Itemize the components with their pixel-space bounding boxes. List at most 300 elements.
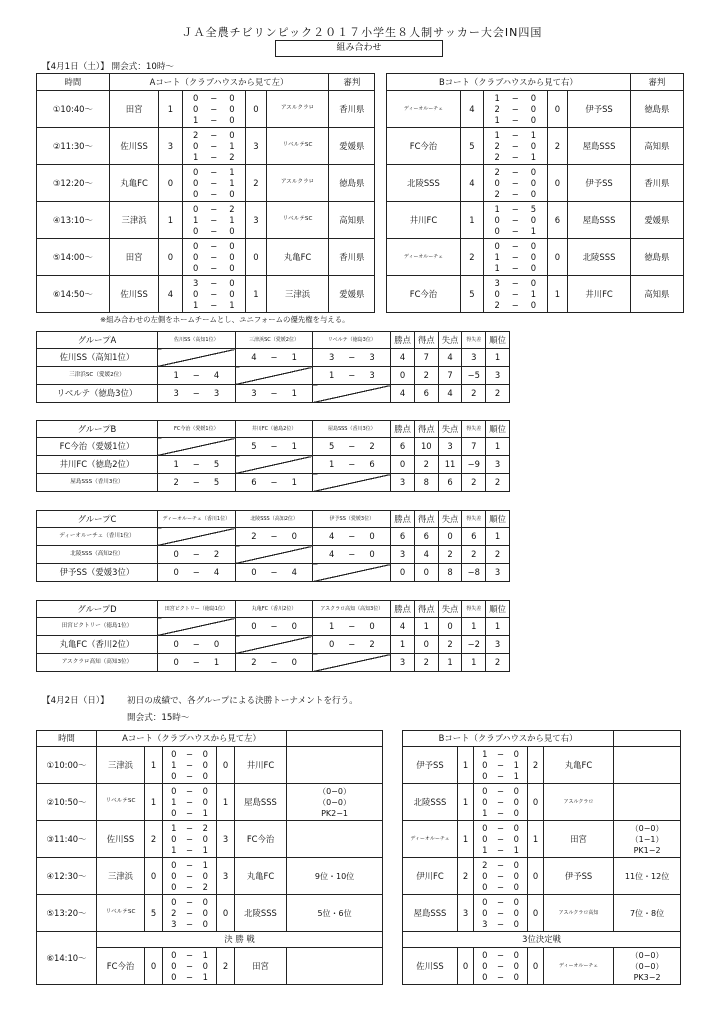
day2-opening: 開会式：15時～: [127, 713, 190, 723]
half-home-score: 0: [171, 748, 177, 759]
half-away-score: 0: [229, 92, 235, 103]
dash-separator: −: [185, 949, 194, 960]
third-place-label: 3位決定戦: [403, 932, 681, 948]
stat-value: 1: [391, 636, 415, 654]
dash-separator: −: [496, 785, 505, 796]
stat-value: 2: [438, 546, 462, 564]
away-team: ディーオルーチェ: [544, 948, 614, 985]
result-note: 5位・6位: [287, 895, 383, 932]
half-away-score: 5: [530, 203, 537, 214]
result-line: [313, 640, 390, 648]
half-away-score: 0: [513, 907, 519, 918]
dash-separator: −: [511, 151, 519, 162]
half-away-score: 0: [513, 918, 519, 929]
day2-header: 【4月2日（日）】: [42, 696, 109, 706]
half-home-score: 0: [192, 140, 199, 151]
result-line: [236, 622, 313, 630]
match-result: [313, 349, 391, 367]
stat-value: 4: [438, 349, 462, 367]
opponent-column-header: 屋島SSS（香川3位）: [313, 421, 391, 438]
home-team: 伊予SS: [403, 747, 458, 784]
half-score-grid: [484, 241, 547, 274]
dash-separator: −: [210, 251, 218, 262]
stat-value: 0: [438, 528, 462, 546]
half-scores: [182, 202, 246, 239]
dash-separator: −: [511, 277, 519, 288]
match-time: ②10:50～: [37, 784, 97, 821]
group-header-row: [37, 421, 510, 438]
stat-value: 1: [486, 438, 510, 456]
half-score-grid: [163, 749, 216, 782]
stat-value: 3: [462, 349, 486, 367]
goals-for: 3: [251, 388, 257, 399]
dash-separator: −: [192, 639, 200, 650]
match-row: [403, 895, 681, 932]
away-total-score: 0: [528, 948, 544, 985]
half-away-score: 1: [202, 971, 208, 982]
half-away-score: 0: [530, 177, 537, 188]
header-row: [37, 74, 684, 91]
half-away-score: 1: [513, 844, 519, 855]
dash-separator: −: [496, 881, 505, 892]
away-team: 丸亀FC: [544, 747, 614, 784]
half-scores: [484, 239, 548, 276]
stat-header: 順位: [486, 332, 510, 349]
half-away-score: 0: [513, 881, 519, 892]
home-total-score: 0: [458, 948, 474, 985]
half-score-grid: [183, 241, 246, 274]
result-line: [236, 478, 313, 486]
home-total-score: 0: [145, 948, 163, 985]
page-subtitle: 組み合わせ: [275, 40, 443, 57]
half-home-score: 0: [192, 225, 199, 236]
away-total-score: 0: [246, 91, 267, 128]
dash-separator: −: [210, 177, 218, 188]
half-away-score: 0: [513, 971, 519, 982]
group-team-row: [37, 456, 510, 474]
dash-separator: −: [210, 92, 218, 103]
half-scores: [484, 91, 548, 128]
self-match-diagonal: [157, 618, 235, 636]
goals-against: 0: [213, 639, 220, 650]
home-total-score: 1: [458, 784, 474, 821]
team-name: 佐川SS（高知1位）: [37, 349, 158, 367]
opponent-column-header: アスクラロ高知（高知3位）: [313, 601, 391, 618]
half-home-score: 3: [494, 277, 500, 288]
goals-against: 0: [291, 531, 297, 542]
away-total-score: 0: [528, 784, 544, 821]
half-away-score: 0: [202, 870, 208, 881]
result-line: [158, 478, 235, 486]
half-score-grid: [484, 278, 547, 311]
match-row: [37, 858, 383, 895]
away-team: 屋島SSS: [568, 202, 630, 239]
self-match-diagonal: [235, 546, 313, 564]
uniform-note: ※組み合わせの左側をホームチームとし、ユニフォームの優先権を与える。: [100, 315, 350, 324]
half-home-score: 0: [171, 870, 177, 881]
group-header-row: [37, 601, 510, 618]
half-home-score: 0: [192, 262, 199, 273]
goals-against: 3: [369, 352, 375, 363]
stat-value: 0: [391, 367, 415, 385]
home-team: 北陵SSS: [403, 784, 458, 821]
stat-value: 2: [414, 456, 438, 474]
result-line: [158, 568, 235, 576]
referee: 愛媛県: [329, 128, 375, 165]
half-scores: [474, 858, 528, 895]
dash-separator: −: [185, 918, 194, 929]
dash-separator: −: [511, 92, 519, 103]
court-b-header: Bコート（クラブハウスから見て右）: [403, 731, 614, 747]
match-time: ⑥14:50～: [37, 276, 110, 313]
stat-value: 1: [486, 618, 510, 636]
half-home-score: 0: [482, 949, 488, 960]
referee: 香川県: [329, 91, 375, 128]
goals-against: 0: [369, 549, 375, 560]
half-away-score: 0: [229, 114, 235, 125]
self-match-diagonal: [235, 636, 313, 654]
self-match-diagonal: [313, 564, 391, 582]
result-line: [158, 550, 235, 558]
dash-separator: −: [511, 177, 519, 188]
court-a-header: Aコート（クラブハウスから見て左）: [97, 731, 287, 747]
result-note: [614, 784, 681, 821]
goals-against: 0: [369, 621, 375, 632]
half-home-score: 0: [192, 203, 199, 214]
opponent-column-header: リベルテ（徳島3位）: [313, 332, 391, 349]
stat-value: 10: [414, 438, 438, 456]
group-name: グループC: [37, 511, 158, 528]
half-away-score: 0: [202, 759, 208, 770]
group-name: グループD: [37, 601, 158, 618]
dash-separator: −: [496, 896, 505, 907]
result-line: [158, 658, 235, 666]
home-total-score: 0: [159, 239, 182, 276]
half-away-score: 0: [202, 748, 208, 759]
home-team: 三津浜: [97, 747, 145, 784]
half-home-score: 0: [192, 251, 199, 262]
dash-separator: −: [185, 796, 194, 807]
team-name: 屋島SSS（香川3位）: [37, 474, 158, 492]
goals-for: 1: [173, 370, 179, 381]
stat-value: 4: [438, 385, 462, 403]
away-team: アスルクラロ: [544, 784, 614, 821]
result-line: [236, 658, 313, 666]
dash-separator: −: [496, 859, 505, 870]
team-name: アスクラロ高知（高知3位）: [37, 654, 158, 672]
home-total-score: 4: [460, 91, 483, 128]
match-time: ①10:00～: [37, 747, 97, 784]
half-away-score: 1: [229, 140, 235, 151]
dash-separator: −: [511, 166, 519, 177]
goals-against: 0: [369, 531, 375, 542]
opponent-column-header: ディーオルーチェ（香川1位）: [157, 511, 235, 528]
dash-separator: −: [496, 844, 505, 855]
half-home-score: 0: [482, 907, 488, 918]
half-away-score: 0: [513, 833, 519, 844]
half-home-score: 2: [494, 188, 500, 199]
away-total-score: 1: [547, 276, 568, 313]
team-name: ディーオルーチェ（香川1位）: [37, 528, 158, 546]
half-home-score: 0: [482, 796, 488, 807]
half-score-grid: [183, 93, 246, 126]
goals-against: 2: [213, 549, 220, 560]
stat-value: 7: [462, 438, 486, 456]
half-away-score: 1: [202, 807, 208, 818]
group-name: グループB: [37, 421, 158, 438]
stat-header: 得点: [414, 601, 438, 618]
group-team-row: [37, 546, 510, 564]
half-home-score: 0: [171, 833, 177, 844]
referee: 徳島県: [630, 239, 683, 276]
dash-separator: −: [511, 129, 519, 140]
half-scores: [163, 821, 217, 858]
home-total-score: 2: [458, 858, 474, 895]
half-home-score: 2: [192, 129, 199, 140]
home-team: リベルテSC: [97, 784, 145, 821]
dash-separator: −: [496, 960, 505, 971]
half-home-score: 0: [494, 288, 500, 299]
dash-separator: −: [185, 770, 194, 781]
stat-header: 順位: [486, 421, 510, 438]
dash-separator: −: [511, 214, 519, 225]
dash-separator: −: [270, 352, 278, 363]
away-total-score: 1: [528, 821, 544, 858]
away-team: 丸亀FC: [266, 239, 328, 276]
stat-value: −8: [462, 564, 486, 582]
stat-value: 6: [462, 528, 486, 546]
dash-separator: −: [511, 299, 519, 310]
opponent-column-header: 北陵SSS（高知2位）: [235, 511, 313, 528]
away-total-score: 2: [547, 128, 568, 165]
home-total-score: 3: [159, 128, 182, 165]
half-away-score: 0: [229, 225, 235, 236]
away-team: リベルテSC: [266, 202, 328, 239]
half-home-score: 1: [494, 129, 500, 140]
goals-against: 1: [291, 441, 297, 452]
half-home-score: 0: [171, 960, 177, 971]
stat-header: 勝点: [391, 421, 415, 438]
result-note: （0−0） （1−1） PK1−2: [614, 821, 681, 858]
group-team-row: [37, 367, 510, 385]
half-away-score: 0: [530, 188, 537, 199]
half-away-score: 2: [229, 203, 235, 214]
dash-separator: −: [185, 907, 194, 918]
team-name: 丸亀FC（香川2位）: [37, 636, 158, 654]
half-score-grid: [484, 93, 547, 126]
header-row: [37, 731, 383, 747]
half-home-score: 0: [482, 822, 488, 833]
half-score-grid: [163, 860, 216, 893]
half-score-grid: [183, 204, 246, 237]
home-team: FC今治: [387, 128, 461, 165]
half-away-score: 0: [202, 907, 208, 918]
referee: 徳島県: [329, 165, 375, 202]
result-line: [313, 550, 390, 558]
home-total-score: 0: [159, 165, 182, 202]
match-row: [37, 202, 684, 239]
goals-against: 2: [369, 441, 375, 452]
home-team: 三津浜: [97, 858, 145, 895]
result-line: [158, 371, 235, 379]
stat-header: 順位: [486, 601, 510, 618]
stat-header: 得点: [414, 511, 438, 528]
result-line: [313, 460, 390, 468]
gap-cell: [375, 91, 387, 128]
dash-separator: −: [270, 388, 278, 399]
match-result: [313, 456, 391, 474]
dash-separator: −: [210, 240, 218, 251]
match-row: [37, 784, 383, 821]
result-note: （0−0） （0−0） PK3−2: [614, 948, 681, 985]
stat-value: 3: [486, 636, 510, 654]
half-away-score: 2: [229, 151, 235, 162]
stat-value: 6: [414, 385, 438, 403]
goals-against: 3: [213, 388, 220, 399]
result-note: 7位・8位: [614, 895, 681, 932]
dash-separator: −: [270, 477, 278, 488]
goals-against: 1: [213, 657, 220, 668]
half-away-score: 0: [202, 896, 208, 907]
dash-separator: −: [210, 203, 218, 214]
home-total-score: 5: [460, 128, 483, 165]
dash-separator: −: [496, 759, 505, 770]
dash-separator: −: [496, 833, 505, 844]
away-total-score: 0: [528, 895, 544, 932]
stat-value: 2: [486, 474, 510, 492]
referee: 愛媛県: [630, 202, 683, 239]
opponent-column-header: 田宮ビクトリー（徳島1位）: [157, 601, 235, 618]
half-home-score: 2: [494, 140, 500, 151]
gap-cell: [375, 128, 387, 165]
half-score-grid: [183, 278, 246, 311]
away-total-score: 0: [246, 239, 267, 276]
half-away-score: 0: [202, 960, 208, 971]
match-row: [37, 821, 383, 858]
dash-separator: −: [348, 531, 356, 542]
dash-separator: −: [192, 370, 200, 381]
stat-value: 2: [486, 385, 510, 403]
goals-for: 3: [328, 352, 335, 363]
away-total-score: 6: [547, 202, 568, 239]
home-total-score: 3: [458, 895, 474, 932]
match-result: [157, 385, 235, 403]
goals-for: 4: [328, 549, 335, 560]
stat-header: 勝点: [391, 511, 415, 528]
home-team: 三津浜: [109, 202, 159, 239]
dash-separator: −: [192, 657, 200, 668]
stat-value: 3: [438, 438, 462, 456]
home-total-score: 1: [145, 747, 163, 784]
stat-value: 2: [486, 654, 510, 672]
away-total-score: 1: [246, 276, 267, 313]
half-scores: [474, 784, 528, 821]
team-name: 田宮ビクトリー（徳島1位）: [37, 618, 158, 636]
away-total-score: 3: [217, 858, 235, 895]
stat-header: 失点: [438, 601, 462, 618]
stat-value: 2: [486, 546, 510, 564]
group-team-row: [37, 636, 510, 654]
dash-separator: −: [192, 459, 200, 470]
dash-separator: −: [348, 459, 356, 470]
away-total-score: 3: [246, 202, 267, 239]
self-match-diagonal: [313, 474, 391, 492]
match-result: [235, 474, 313, 492]
home-team: 佐川SS: [109, 128, 159, 165]
gap-cell: [375, 165, 387, 202]
opponent-column-header: 三津浜SC（愛媛2位）: [235, 332, 313, 349]
match-result: [235, 528, 313, 546]
away-total-score: 0: [547, 91, 568, 128]
goals-for: 2: [173, 477, 179, 488]
half-score-grid: [484, 130, 547, 163]
self-match-diagonal: [313, 385, 391, 403]
away-total-score: 0: [217, 747, 235, 784]
match-result: [157, 474, 235, 492]
dash-separator: −: [511, 103, 519, 114]
goals-against: 0: [291, 657, 297, 668]
home-team: 田宮: [109, 239, 159, 276]
note-header: [287, 731, 383, 747]
away-team: 北陵SSS: [235, 895, 287, 932]
stat-value: −5: [462, 367, 486, 385]
result-line: [236, 568, 313, 576]
half-scores: [163, 747, 217, 784]
home-total-score: 1: [159, 91, 182, 128]
result-line: [313, 371, 390, 379]
dash-separator: −: [210, 188, 218, 199]
gap-cell: [375, 239, 387, 276]
half-scores: [484, 128, 548, 165]
stat-value: 0: [391, 564, 415, 582]
goals-against: 5: [213, 477, 220, 488]
home-team: FC今治: [97, 948, 145, 985]
away-total-score: 0: [547, 165, 568, 202]
away-team: 田宮: [544, 821, 614, 858]
half-home-score: 1: [494, 92, 500, 103]
dash-separator: −: [185, 881, 194, 892]
match-row: [37, 91, 684, 128]
away-total-score: 3: [246, 128, 267, 165]
result-note: 11位・12位: [614, 858, 681, 895]
half-away-score: 0: [530, 114, 537, 125]
half-away-score: 0: [513, 859, 519, 870]
half-away-score: 2: [202, 881, 208, 892]
stat-value: 6: [391, 438, 415, 456]
match-result: [313, 618, 391, 636]
home-total-score: 1: [458, 747, 474, 784]
away-team: 井川FC: [235, 747, 287, 784]
match-row: [37, 895, 383, 932]
stat-value: 3: [391, 654, 415, 672]
dash-separator: −: [185, 759, 194, 770]
match-result: [157, 546, 235, 564]
match-result: [157, 456, 235, 474]
dash-separator: −: [192, 477, 200, 488]
dash-separator: −: [210, 299, 218, 310]
dash-separator: −: [496, 907, 505, 918]
match-row: [37, 239, 684, 276]
half-away-score: 0: [530, 103, 537, 114]
stat-value: 2: [462, 546, 486, 564]
home-total-score: 1: [460, 202, 483, 239]
opponent-column-header: 井川FC（徳島2位）: [235, 421, 313, 438]
half-away-score: 1: [530, 151, 537, 162]
half-away-score: 0: [202, 770, 208, 781]
self-match-diagonal: [235, 456, 313, 474]
gap-cell: [375, 276, 387, 313]
dash-separator: −: [210, 140, 218, 151]
